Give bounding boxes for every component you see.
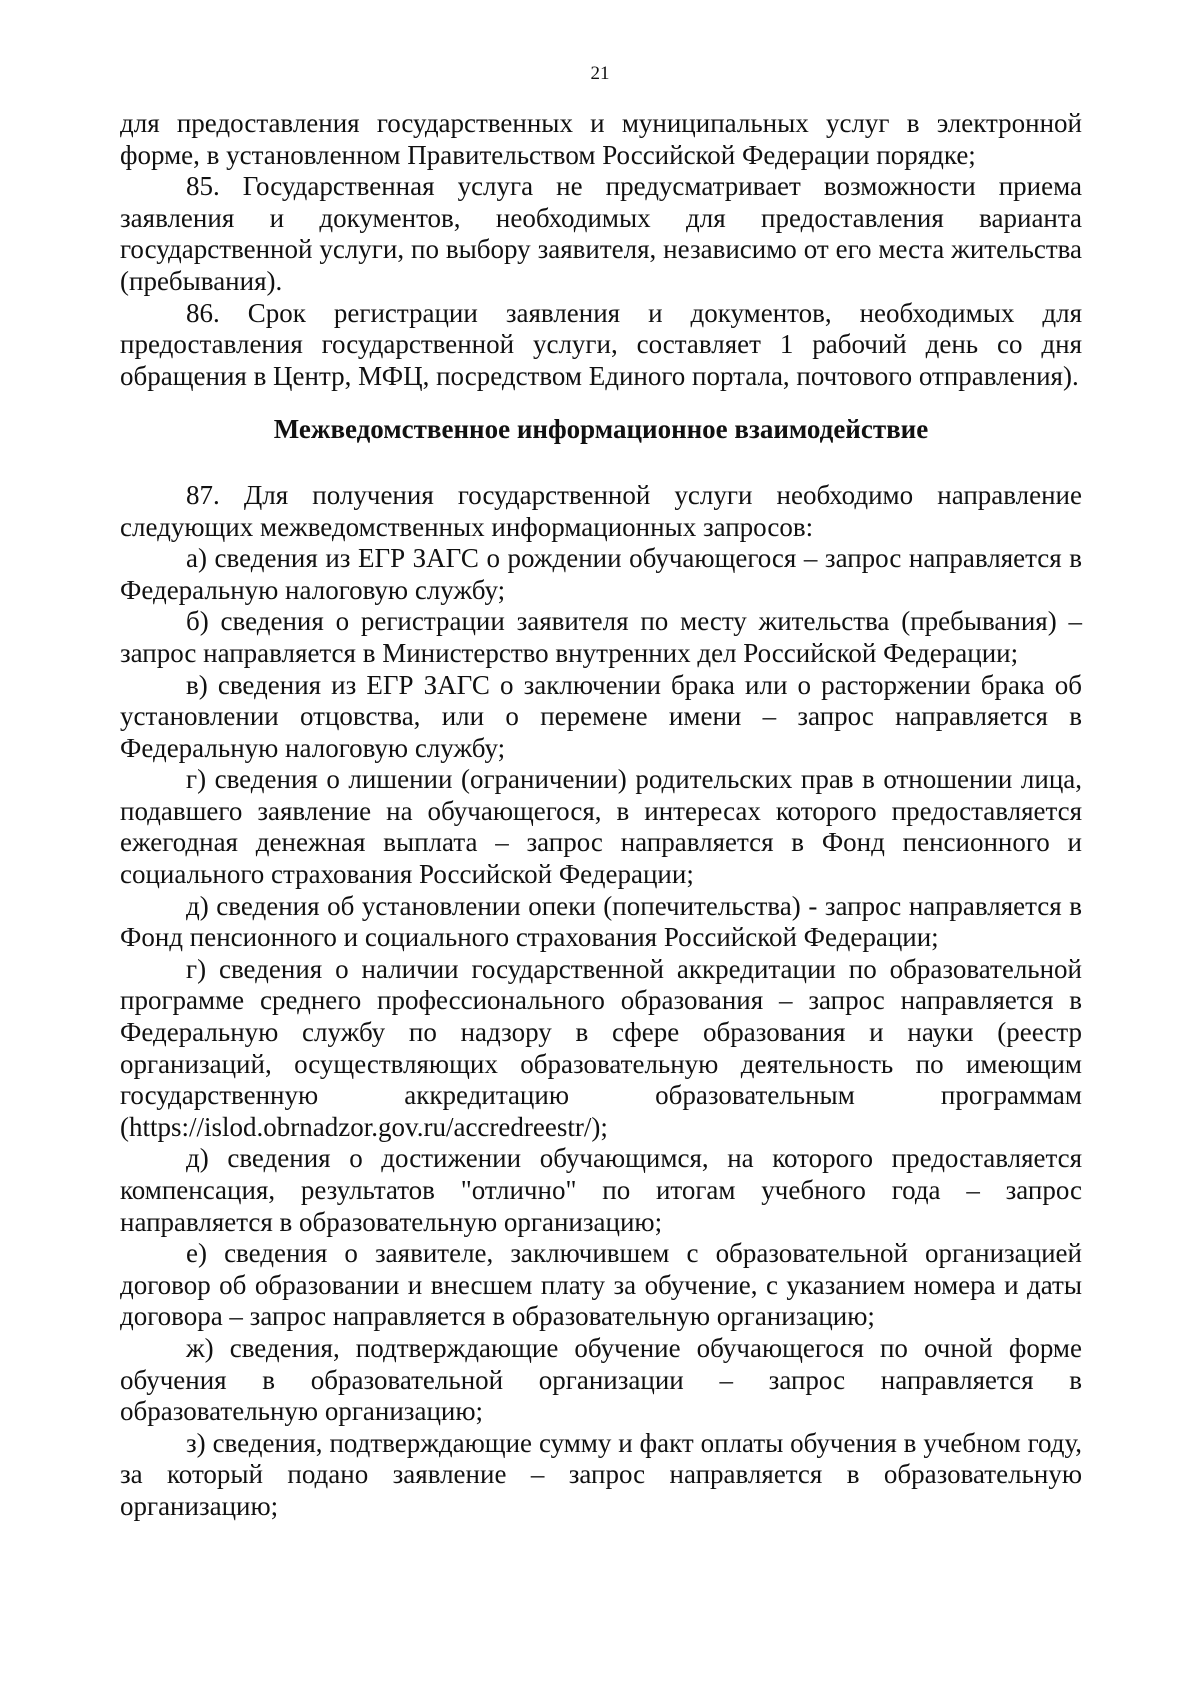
list-item-g-accreditation: г) сведения о наличии государственной аккредитации по образовательной программе среднего профессионального образования – запрос направляется в Федеральную службу по надзору в сфере образования и науки (реестр организаций, осуществляющих образовательную деятельность по имеющим государственную аккредитацию образовательным программам (https://islod.obrnadzor.gov.ru/accredreestr/); xyxy=(120,953,1082,1142)
page-number: 21 xyxy=(590,63,610,84)
list-item-e: е) сведения о заявителе, заключившем с образовательной организацией договор об образовании и внесшем плату за обучение, с указанием номера и даты договора – запрос направляется в образовательную организацию; xyxy=(120,1238,1082,1332)
list-item-a: а) сведения из ЕГР ЗАГС о рождении обучающегося – запрос направляется в Федеральную налоговую службу; xyxy=(120,543,1082,605)
paragraph-continuation: для предоставления государственных и муниципальных услуг в электронной форме, в установленном Правительством Российской Федерации порядке; xyxy=(120,108,1082,170)
section-heading: Межведомственное информационное взаимодействие xyxy=(273,414,929,445)
list-item-v: в) сведения из ЕГР ЗАГС о заключении брака или о расторжении брака об установлении отцовства, или о перемене имени – запрос направляется в Федеральную налоговую службу; xyxy=(120,669,1082,763)
list-item-d: д) сведения об установлении опеки (попечительства) - запрос направляется в Фонд пенсионного и социального страхования Российской Федерации; xyxy=(120,890,1082,953)
paragraph-86: 86. Срок регистрации заявления и документов, необходимых для предоставления государственной услуги, составляет 1 рабочий день со дня обращения в Центр, МФЦ, посредством Единого портала, почтового отправления). xyxy=(120,297,1082,391)
list-item-zh: ж) сведения, подтверждающие обучение обучающегося по очной форме обучения в образовательной организации – запрос направляется в образовательную организацию; xyxy=(120,1332,1082,1427)
list-item-z: з) сведения, подтверждающие сумму и факт оплаты обучения в учебном году, за который подано заявление – запрос направляется в образовательную организацию; xyxy=(120,1427,1082,1521)
list-item-g: г) сведения о лишении (ограничении) родительских прав в отношении лица, подавшего заявление на обучающегося, в интересах которого предоставляется ежегодная денежная выплата – запрос направляется в Фонд пенсионного и социального страхования Российской Федерации; xyxy=(120,764,1082,890)
paragraph-87: 87. Для получения государственной услуги необходимо направление следующих межведомственных информационных запросов: xyxy=(120,479,1082,542)
list-item-b: б) сведения о регистрации заявителя по месту жительства (пребывания) – запрос направляется в Министерство внутренних дел Российской Федерации; xyxy=(120,606,1082,668)
paragraph-85: 85. Государственная услуга не предусматривает возможности приема заявления и документов, необходимых для предоставления варианта государственной услуги, по выбору заявителя, независимо от его места жительства (пребывания). xyxy=(120,171,1082,296)
document-body xyxy=(120,108,1082,1523)
list-item-d-achievement: д) сведения о достижении обучающимся, на которого предоставляется компенсация, результатов "отлично" по итогам учебного года – запрос направляется в образовательную организацию; xyxy=(120,1143,1082,1237)
